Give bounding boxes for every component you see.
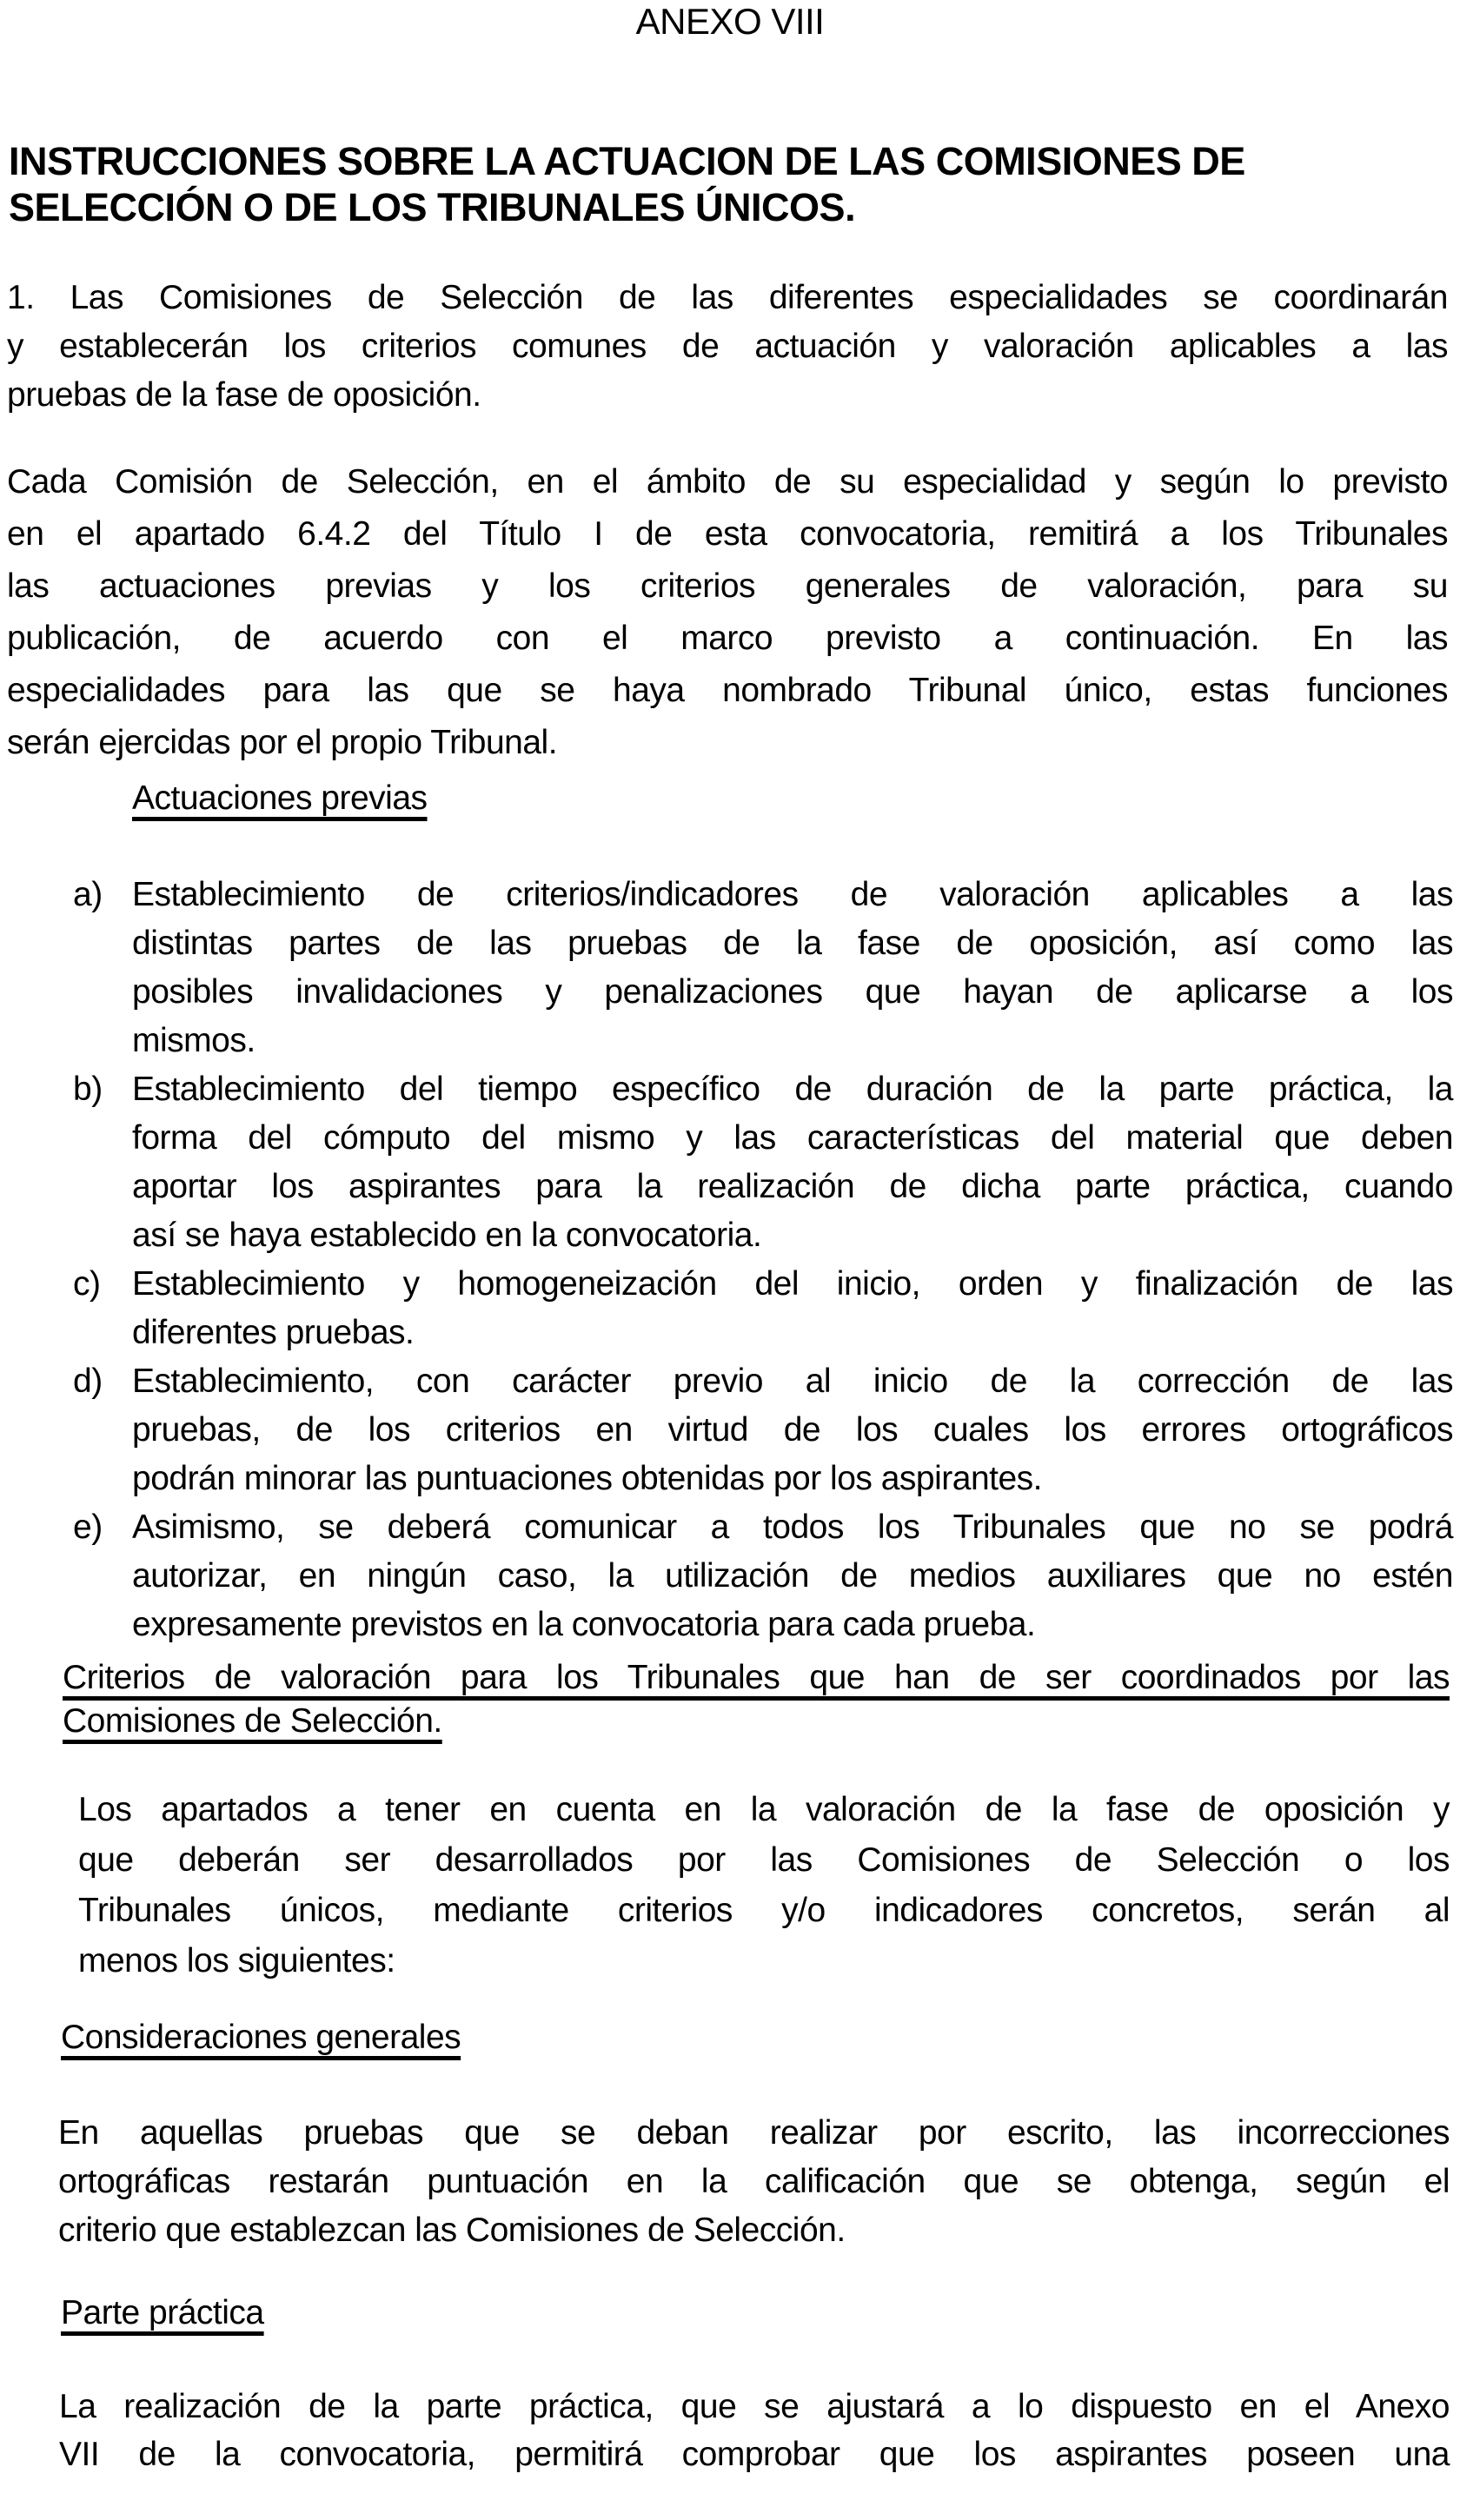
text-line: serán ejercidas por el propio Tribunal. bbox=[7, 724, 558, 761]
underlined-heading-line: Comisiones de Selección. bbox=[63, 1702, 442, 1740]
actuaciones-previas-heading bbox=[132, 774, 428, 823]
text-line: especialidades para las que se haya nombrado Tribunal único, estas funciones bbox=[7, 672, 1448, 709]
text-line: Cada Comisión de Selección, en el ámbito de su especialidad y según lo previsto bbox=[7, 463, 1448, 501]
parte-practica-heading bbox=[61, 2289, 264, 2338]
parte-practica-paragraph bbox=[59, 2383, 1450, 2478]
list-item-b-text bbox=[132, 1065, 1453, 1260]
text-line: 1. Las Comisiones de Selección de las diferentes especialidades se coordinarán bbox=[7, 279, 1448, 316]
text-line: Establecimiento de criterios/indicadores de valoración aplicables a las bbox=[132, 876, 1453, 913]
actuaciones-list bbox=[73, 871, 1453, 1649]
text-line: autorizar, en ningún caso, la utilización de medios auxiliares que no estén bbox=[132, 1557, 1453, 1595]
text-line: Establecimiento, con carácter previo al inicio de la corrección de las bbox=[132, 1363, 1453, 1400]
intro-paragraph-1 bbox=[7, 274, 1448, 420]
text-line: posibles invalidaciones y penalizaciones que hayan de aplicarse a los bbox=[132, 973, 1453, 1011]
text-line: las actuaciones previas y los criterios generales de valoración, para su bbox=[7, 567, 1448, 605]
actuaciones-previas-heading-text: Actuaciones previas bbox=[132, 779, 428, 817]
text-line: ortográficas restarán puntuación en la calificación que se obtenga, según el bbox=[58, 2163, 1450, 2200]
text-line: En aquellas pruebas que se deban realizar por escrito, las incorrecciones bbox=[58, 2114, 1450, 2152]
list-item-d bbox=[73, 1357, 1453, 1503]
text-line: distintas partes de las pruebas de la fase de oposición, así como las bbox=[132, 925, 1453, 962]
text-line: aportar los aspirantes para la realización de dicha parte práctica, cuando bbox=[132, 1168, 1453, 1205]
list-item-b-marker: b) bbox=[73, 1071, 103, 1108]
underlined-heading-line: Criterios de valoración para los Tribunales que han de ser coordinados por las bbox=[63, 1659, 1450, 1696]
list-item-e-marker: e) bbox=[73, 1509, 103, 1546]
text-line: pruebas de la fase de oposición. bbox=[7, 376, 481, 414]
criterios-valoracion-heading bbox=[63, 1656, 1450, 1743]
list-item-c-marker: c) bbox=[73, 1265, 101, 1303]
text-line: VII de la convocatoria, permitirá comprobar que los aspirantes poseen una bbox=[59, 2436, 1450, 2473]
list-item-a bbox=[73, 871, 1453, 1065]
text-line: Establecimiento del tiempo específico de duración de la parte práctica, la bbox=[132, 1071, 1453, 1108]
text-line: forma del cómputo del mismo y las características del material que deben bbox=[132, 1119, 1453, 1157]
list-item-d-text bbox=[132, 1357, 1453, 1503]
list-item-c bbox=[73, 1260, 1453, 1357]
text-line: INSTRUCCIONES SOBRE LA ACTUACION DE LAS COMISIONES DE bbox=[9, 139, 1245, 183]
text-line: Los apartados a tener en cuenta en la valoración de la fase de oposición y bbox=[78, 1791, 1450, 1828]
text-line: Asimismo, se deberá comunicar a todos los Tribunales que no se podrá bbox=[132, 1509, 1453, 1546]
text-line bbox=[63, 1656, 1450, 1700]
text-line: que deberán ser desarrollados por las Comisiones de Selección o los bbox=[78, 1841, 1450, 1879]
text-line: Establecimiento y homogeneización del inicio, orden y finalización de las bbox=[132, 1265, 1453, 1303]
text-line bbox=[63, 1700, 1450, 1743]
list-item-d-marker: d) bbox=[73, 1363, 103, 1400]
text-line: La realización de la parte práctica, que se ajustará a lo dispuesto en el Anexo bbox=[59, 2388, 1450, 2425]
consideraciones-generales-heading bbox=[61, 2013, 461, 2062]
text-line: criterio que establezcan las Comisiones de Selección. bbox=[58, 2212, 846, 2249]
list-item-b bbox=[73, 1065, 1453, 1260]
text-line: expresamente previstos en la convocatoria para cada prueba. bbox=[132, 1606, 1036, 1643]
text-line: SELECCIÓN O DE LOS TRIBUNALES ÚNICOS. bbox=[9, 185, 856, 229]
list-item-c-text bbox=[132, 1260, 1453, 1357]
text-line: así se haya establecido en la convocatoria. bbox=[132, 1217, 762, 1254]
text-line: en el apartado 6.4.2 del Título I de esta convocatoria, remitirá a los Tribunales bbox=[7, 515, 1448, 553]
list-item-e-text bbox=[132, 1503, 1453, 1649]
parte-practica-heading-text: Parte práctica bbox=[61, 2294, 264, 2331]
list-item-a-marker: a) bbox=[73, 876, 103, 913]
text-line: Tribunales únicos, mediante criterios y/o indicadores concretos, serán al bbox=[78, 1892, 1450, 1929]
text-line: podrán minorar las puntuaciones obtenidas por los aspirantes. bbox=[132, 1460, 1042, 1497]
text-line: pruebas, de los criterios en virtud de los cuales los errores ortográficos bbox=[132, 1411, 1453, 1449]
text-line: mismos. bbox=[132, 1022, 256, 1059]
criterios-intro-paragraph bbox=[78, 1785, 1450, 1986]
list-item-a-text bbox=[132, 871, 1453, 1065]
text-line: y establecerán los criterios comunes de actuación y valoración aplicables a las bbox=[7, 328, 1448, 365]
text-line: publicación, de acuerdo con el marco previsto a continuación. En las bbox=[7, 620, 1448, 657]
intro-paragraph-2 bbox=[7, 456, 1448, 769]
text-line: diferentes pruebas. bbox=[132, 1314, 415, 1351]
annex-label: ANEXO VIII bbox=[635, 1, 825, 42]
document-title bbox=[9, 138, 1451, 230]
list-item-e bbox=[73, 1503, 1453, 1649]
text-line: menos los siguientes: bbox=[78, 1942, 395, 1980]
consideraciones-generales-heading-text: Consideraciones generales bbox=[61, 2019, 461, 2056]
consideraciones-paragraph bbox=[58, 2109, 1450, 2255]
